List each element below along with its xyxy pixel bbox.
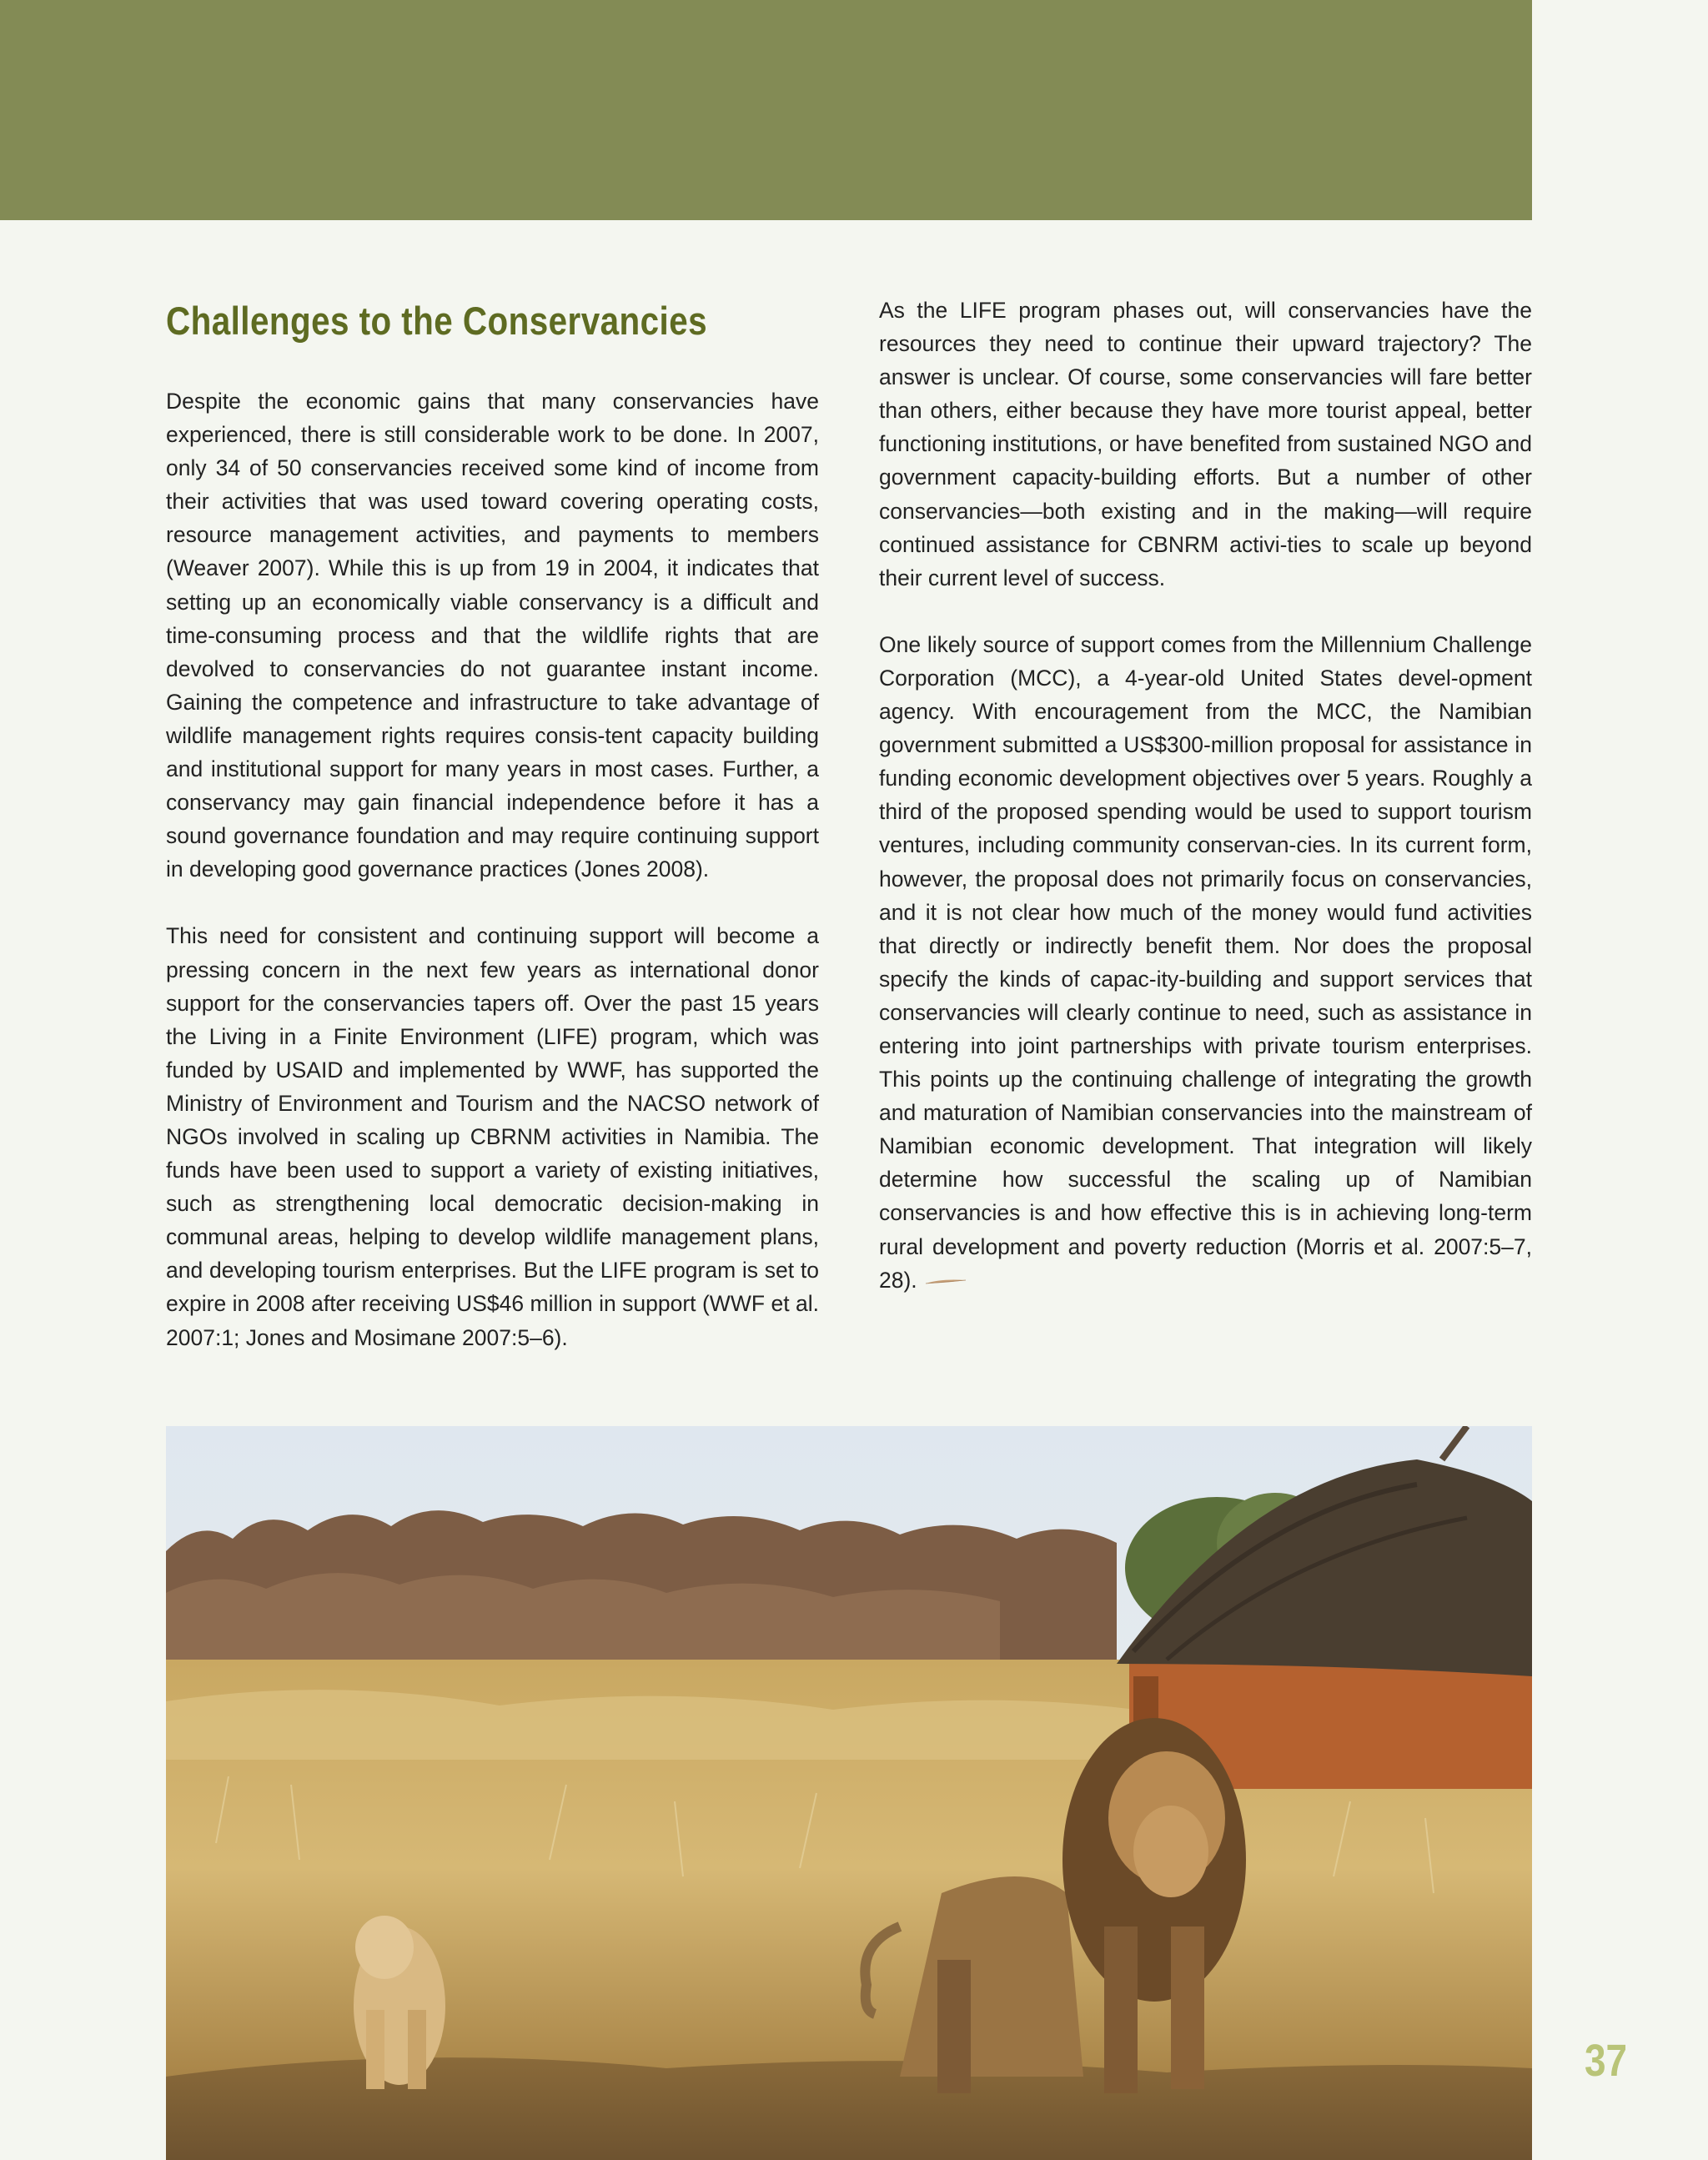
- lions-savanna-photo: [166, 1426, 1532, 2160]
- photo-illustration: [166, 1426, 1532, 2160]
- header-color-band: [0, 0, 1532, 220]
- section-title: Challenges to the Conservancies: [166, 299, 708, 343]
- right-text-column: [879, 294, 1532, 1330]
- left-text-column: [166, 296, 819, 1388]
- body-paragraph: As the LIFE program phases out, will conservancies have the resources they need to continue their upward trajectory? The answer is unclear. Of course, some conservancies will fare better than others, either because they have more tourist appeal, better functioning institutions, or have benefited from sustained NGO and government capacity-building efforts. But a number of other conservancies—both existing and in the making—will require continued assistance for CBNRM activi-ties to scale up beyond their current level of success.: [879, 298, 1532, 590]
- body-paragraph: Despite the economic gains that many conservancies have experienced, there is still considerable work to be done. In 2007, only 34 of 50 conservancies received some kind of income from their activities that was used toward covering operating costs, resource management activities, and payments to members (Weaver 2007). While this is up from 19 in 2004, it indicates that setting up an economically viable conservancy is a difficult and time-consuming process and that the wildlife rights that are devolved to conservancies do not guarantee instant income. Gaining the competence and infrastructure to take advantage of wildlife management rights requires consis-tent capacity building and institutional support for many years in most cases. Further, a conservancy may gain financial independence before it has a sound governance foundation and may require continuing support in developing good governance practices (Jones 2008).: [166, 389, 819, 882]
- body-paragraph: This need for consistent and continuing support will become a pressing concern in the next few years as international donor support for the conservancies tapers off. Over the past 15 years the Living in a Finite Environment (LIFE) program, which was funded by USAID and implemented by WWF, has supported the Ministry of Environment and Tourism and the NACSO network of NGOs involved in scaling up CBRNM activities in Namibia. The funds have been used to support a variety of existing initiatives, such as strengthening local democratic decision-making in communal areas, helping to develop wildlife management plans, and developing tourism enterprises. But the LIFE program is set to expire in 2008 after receiving US$46 million in support (WWF et al. 2007:1; Jones and Mosimane 2007:5–6).: [166, 923, 819, 1350]
- body-paragraph-last: [879, 628, 1532, 1297]
- body-paragraph-text: One likely source of support comes from the Millennium Challenge Corporation (MCC), a 4-year-old United States devel-opment agency. With encouragement from the MCC, the Namibian government submitted a US$300-million proposal for assistance in funding economic development objectives over 5 years. Roughly a third of the proposed spending would be used to support tourism ventures, including community conservan-cies. In its current form, however, the proposal does not primarily focus on conservancies, and it is not clear how much of the money would fund activities that directly or indirectly benefit them. Nor does the proposal specify the kinds of capac-ity-building and support services that conservancies will clearly continue to need, such as assistance in entering into joint partnerships with private tourism enterprises. This points up the continuing challenge of integrating the growth and maturation of Namibian conservancies into the mainstream of Namibian economic development. That integration will likely determine how successful the scaling up of Namibian conservancies is and how effective this is in achieving long-term rural development and poverty reduction (Morris et al. 2007:5–7, 28).: [879, 631, 1532, 1293]
- feather-end-mark-icon: [924, 1278, 967, 1286]
- page-number: 37: [1585, 2036, 1628, 2086]
